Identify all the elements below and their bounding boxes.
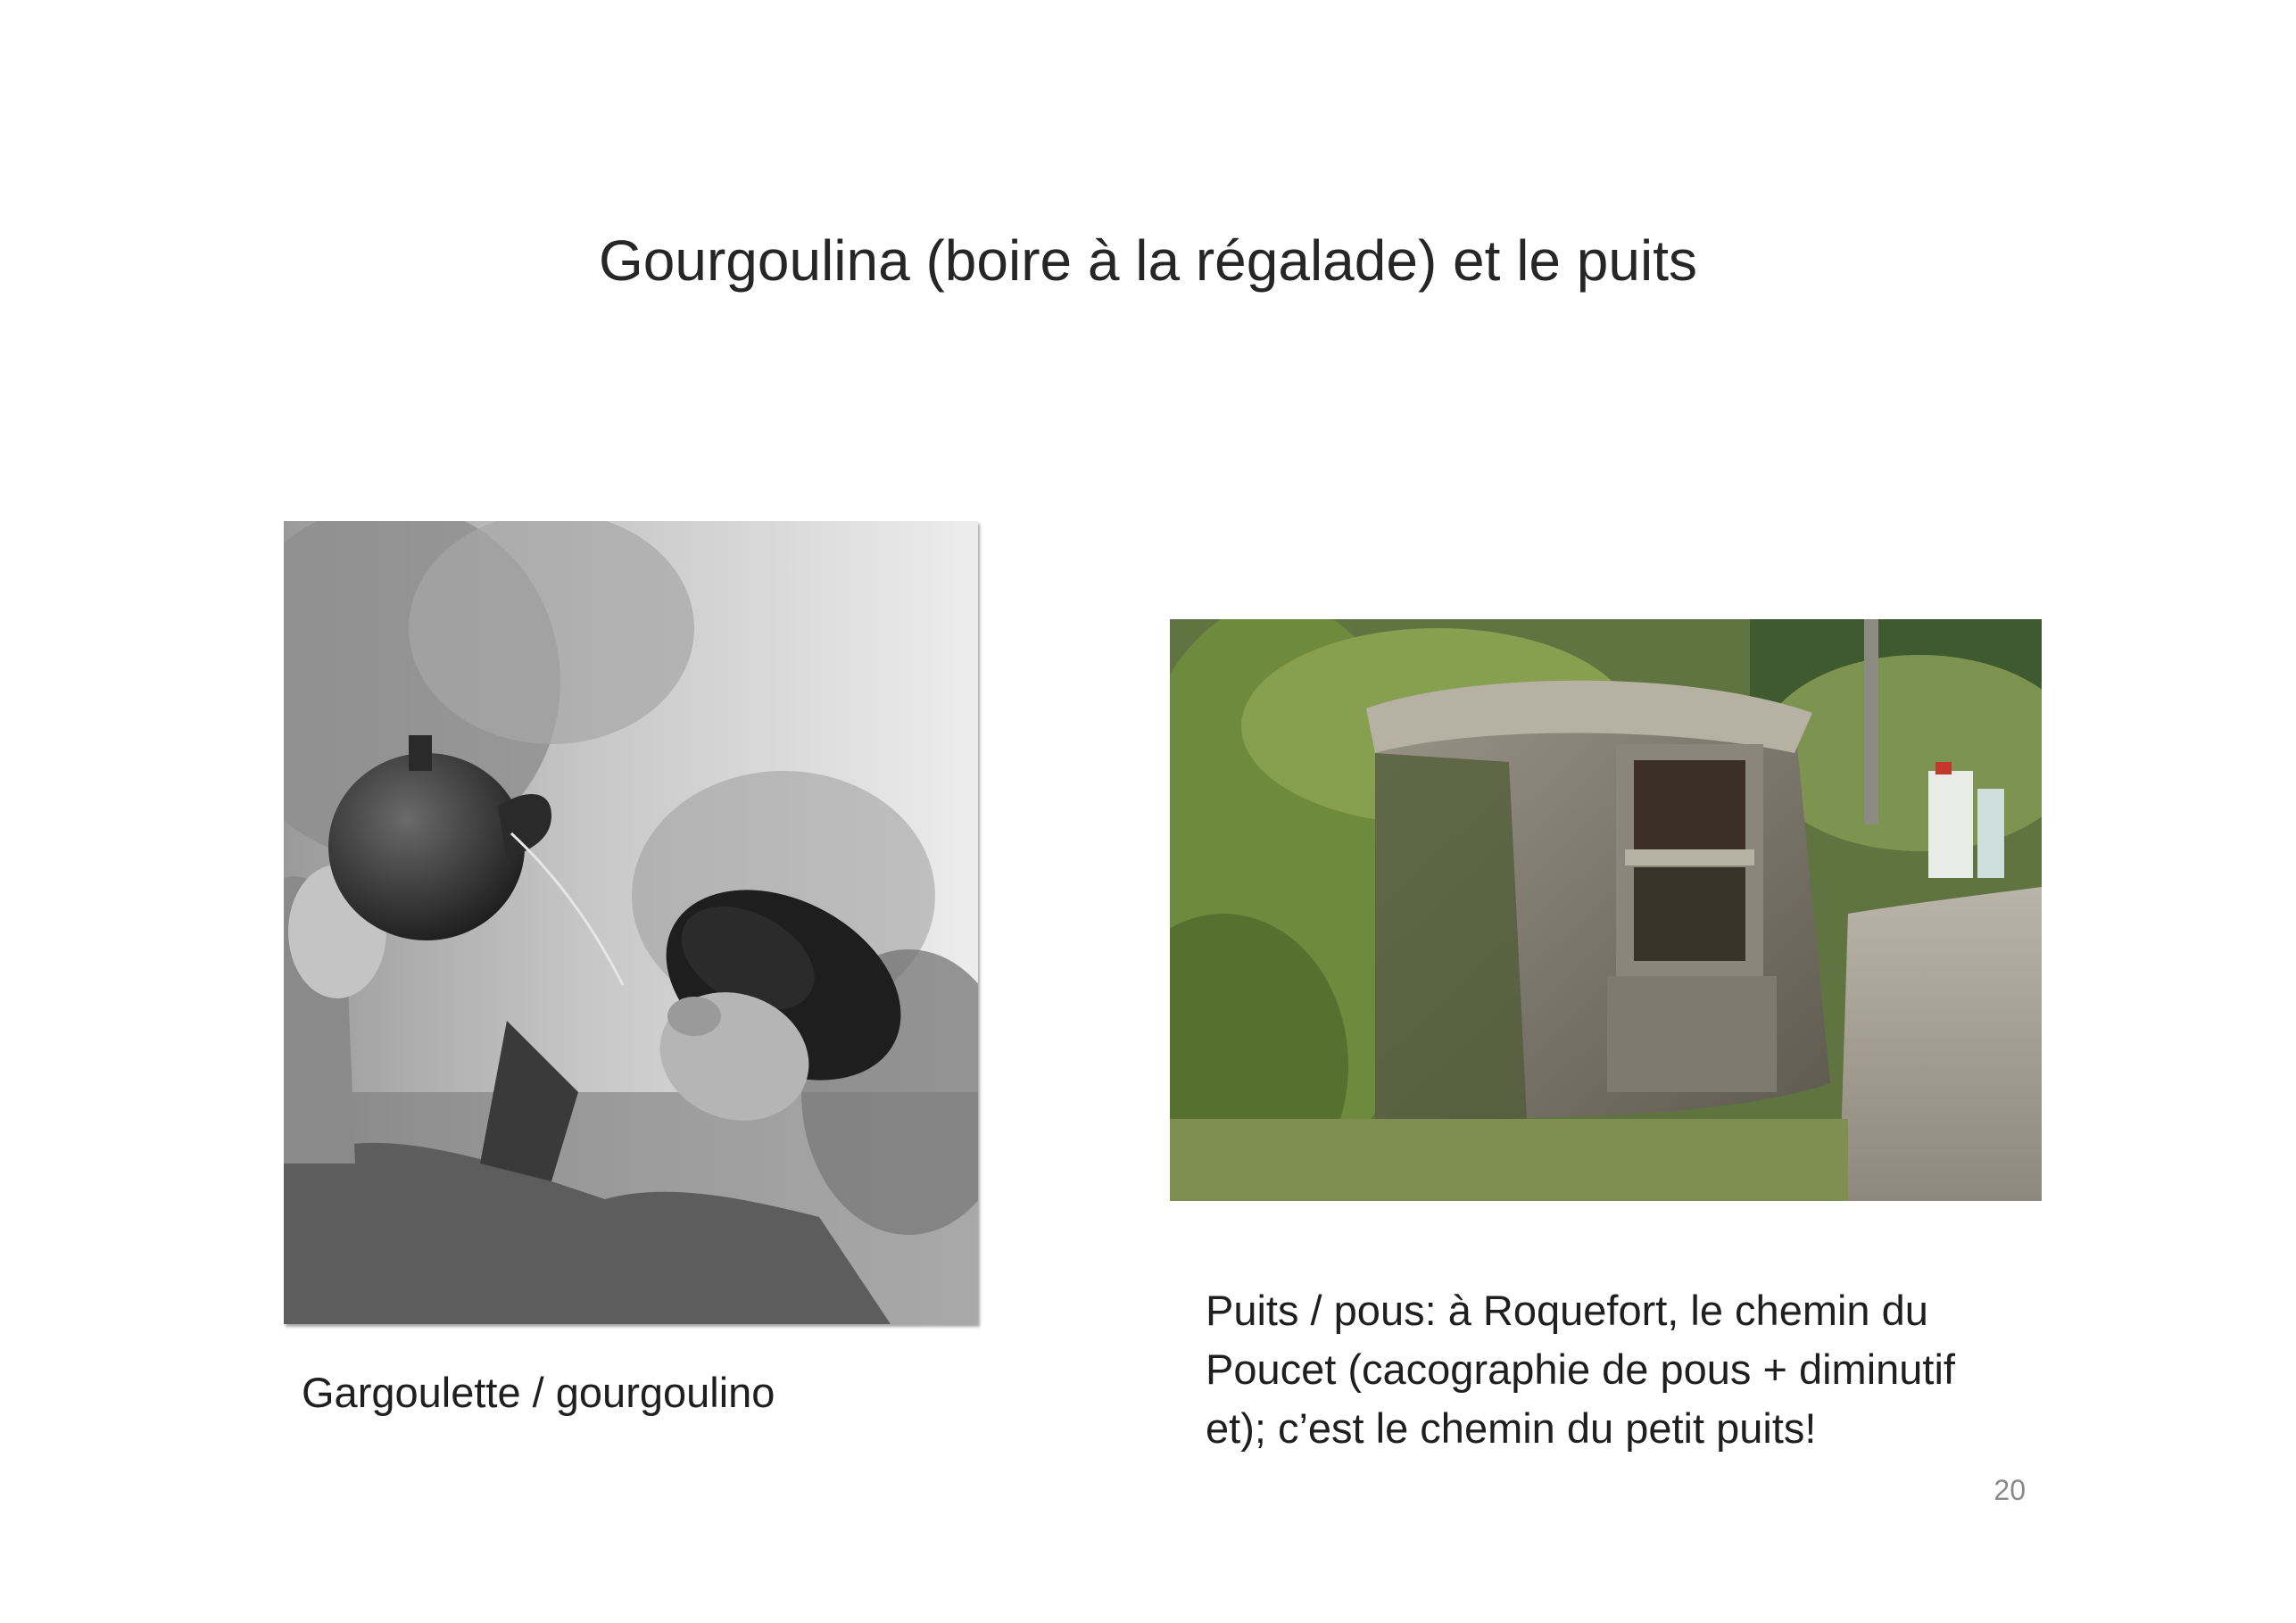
puits-caption-line: Poucet (cacographie de pous + diminutif — [1206, 1346, 1955, 1393]
page-number: 20 — [1993, 1474, 2026, 1506]
gargoulette-caption: Gargoulette / gourgoulino — [302, 1369, 775, 1416]
gargoulette-photo-illustration — [284, 521, 978, 1324]
slide-title: Gourgoulina (boire à la régalade) et le puits — [599, 228, 1697, 293]
puits-caption — [1206, 1281, 2062, 1458]
puits-caption-line: et); c’est le chemin du petit puits! — [1206, 1404, 1817, 1452]
puits-photo-illustration — [1170, 619, 2042, 1201]
puits-photo — [1170, 619, 2042, 1201]
gargoulette-photo — [284, 521, 978, 1324]
puits-caption-line: Puits / pous: à Roquefort, le chemin du — [1206, 1287, 1928, 1334]
